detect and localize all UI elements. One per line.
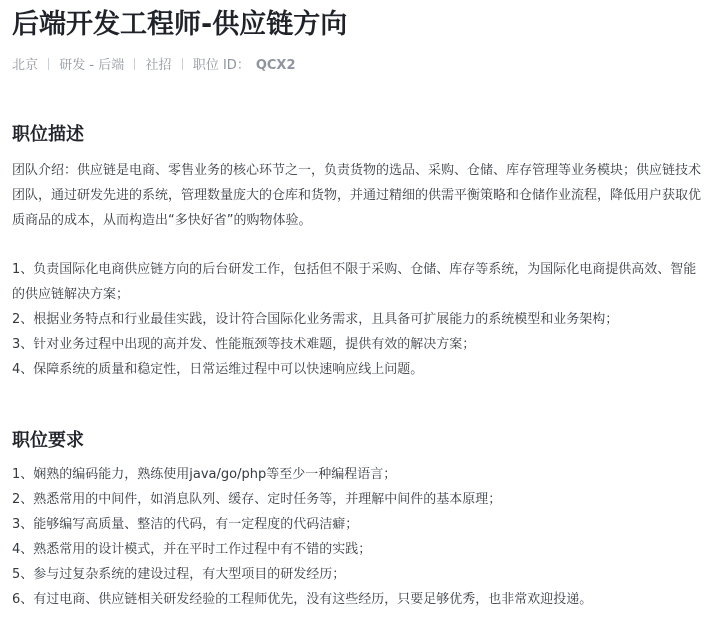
- job-title: 后端开发工程师-供应链方向: [12, 9, 348, 40]
- meta-divider: [182, 58, 183, 70]
- meta-divider: [48, 58, 49, 70]
- requirement-item: 3、能够编写高质量、整洁的代码，有一定程度的代码洁癖；: [12, 517, 359, 532]
- requirement-item: 2、熟悉常用的中间件，如消息队列、缓存、定时任务等，并理解中间件的基本原理；: [12, 492, 502, 507]
- requirement-item: 5、参与过复杂系统的建设过程，有大型项目的研发经历；: [12, 567, 346, 582]
- responsibility-item: 3、针对业务过程中出现的高并发、性能瓶颈等技术难题，提供有效的解决方案；: [12, 337, 476, 352]
- job-id-label: 职位 ID：: [192, 58, 250, 73]
- paragraph-gap: [12, 233, 708, 257]
- responsibility-item: 1、负责国际化电商供应链方向的后台研发工作，包括但不限于采购、仓储、库存等系统，为国际化电商提供高效、智能的供应链解决方案；: [12, 262, 697, 302]
- job-recruit-type: 社招: [145, 58, 172, 73]
- requirement-list: [12, 462, 708, 612]
- responsibility-item: 4、保障系统的质量和稳定性，日常运维过程中可以快速响应线上问题。: [12, 362, 424, 377]
- requirement-item: 6、有过电商、供应链相关研发经验的工程师优先，没有这些经历，只要足够优秀，也非常欢迎投递。: [12, 592, 593, 607]
- requirement-item: 4、熟悉常用的设计模式，并在平时工作过程中有不错的实践；: [12, 542, 372, 557]
- job-description-section: [12, 122, 708, 382]
- meta-divider: [134, 58, 135, 70]
- job-requirements-heading: 职位要求: [12, 430, 84, 451]
- job-city: 北京: [12, 58, 39, 73]
- job-meta: [12, 56, 708, 76]
- responsibility-list: [12, 257, 708, 382]
- job-category: 研发 - 后端: [59, 58, 125, 73]
- job-requirements-section: [12, 428, 708, 612]
- team-intro: 团队介绍：供应链是电商、零售业务的核心环节之一，负责货物的选品、采购、仓储、库存管理等业务模块；供应链技术团队，通过研发先进的系统，管理数量庞大的仓库和货物，并通过精细的供需平衡策略和仓储作业流程，降低用户获取优质商品的成本，从而构造出“多快好省”的购物体验。: [12, 163, 702, 228]
- job-description-heading: 职位描述: [12, 124, 84, 145]
- responsibility-item: 2、根据业务特点和行业最佳实践，设计符合国际化业务需求，且具备可扩展能力的系统模型和业务架构；: [12, 312, 619, 327]
- job-id-value: QCX2: [255, 58, 296, 73]
- requirement-item: 1、娴熟的编码能力，熟练使用java/go/php等至少一种编程语言；: [12, 467, 397, 482]
